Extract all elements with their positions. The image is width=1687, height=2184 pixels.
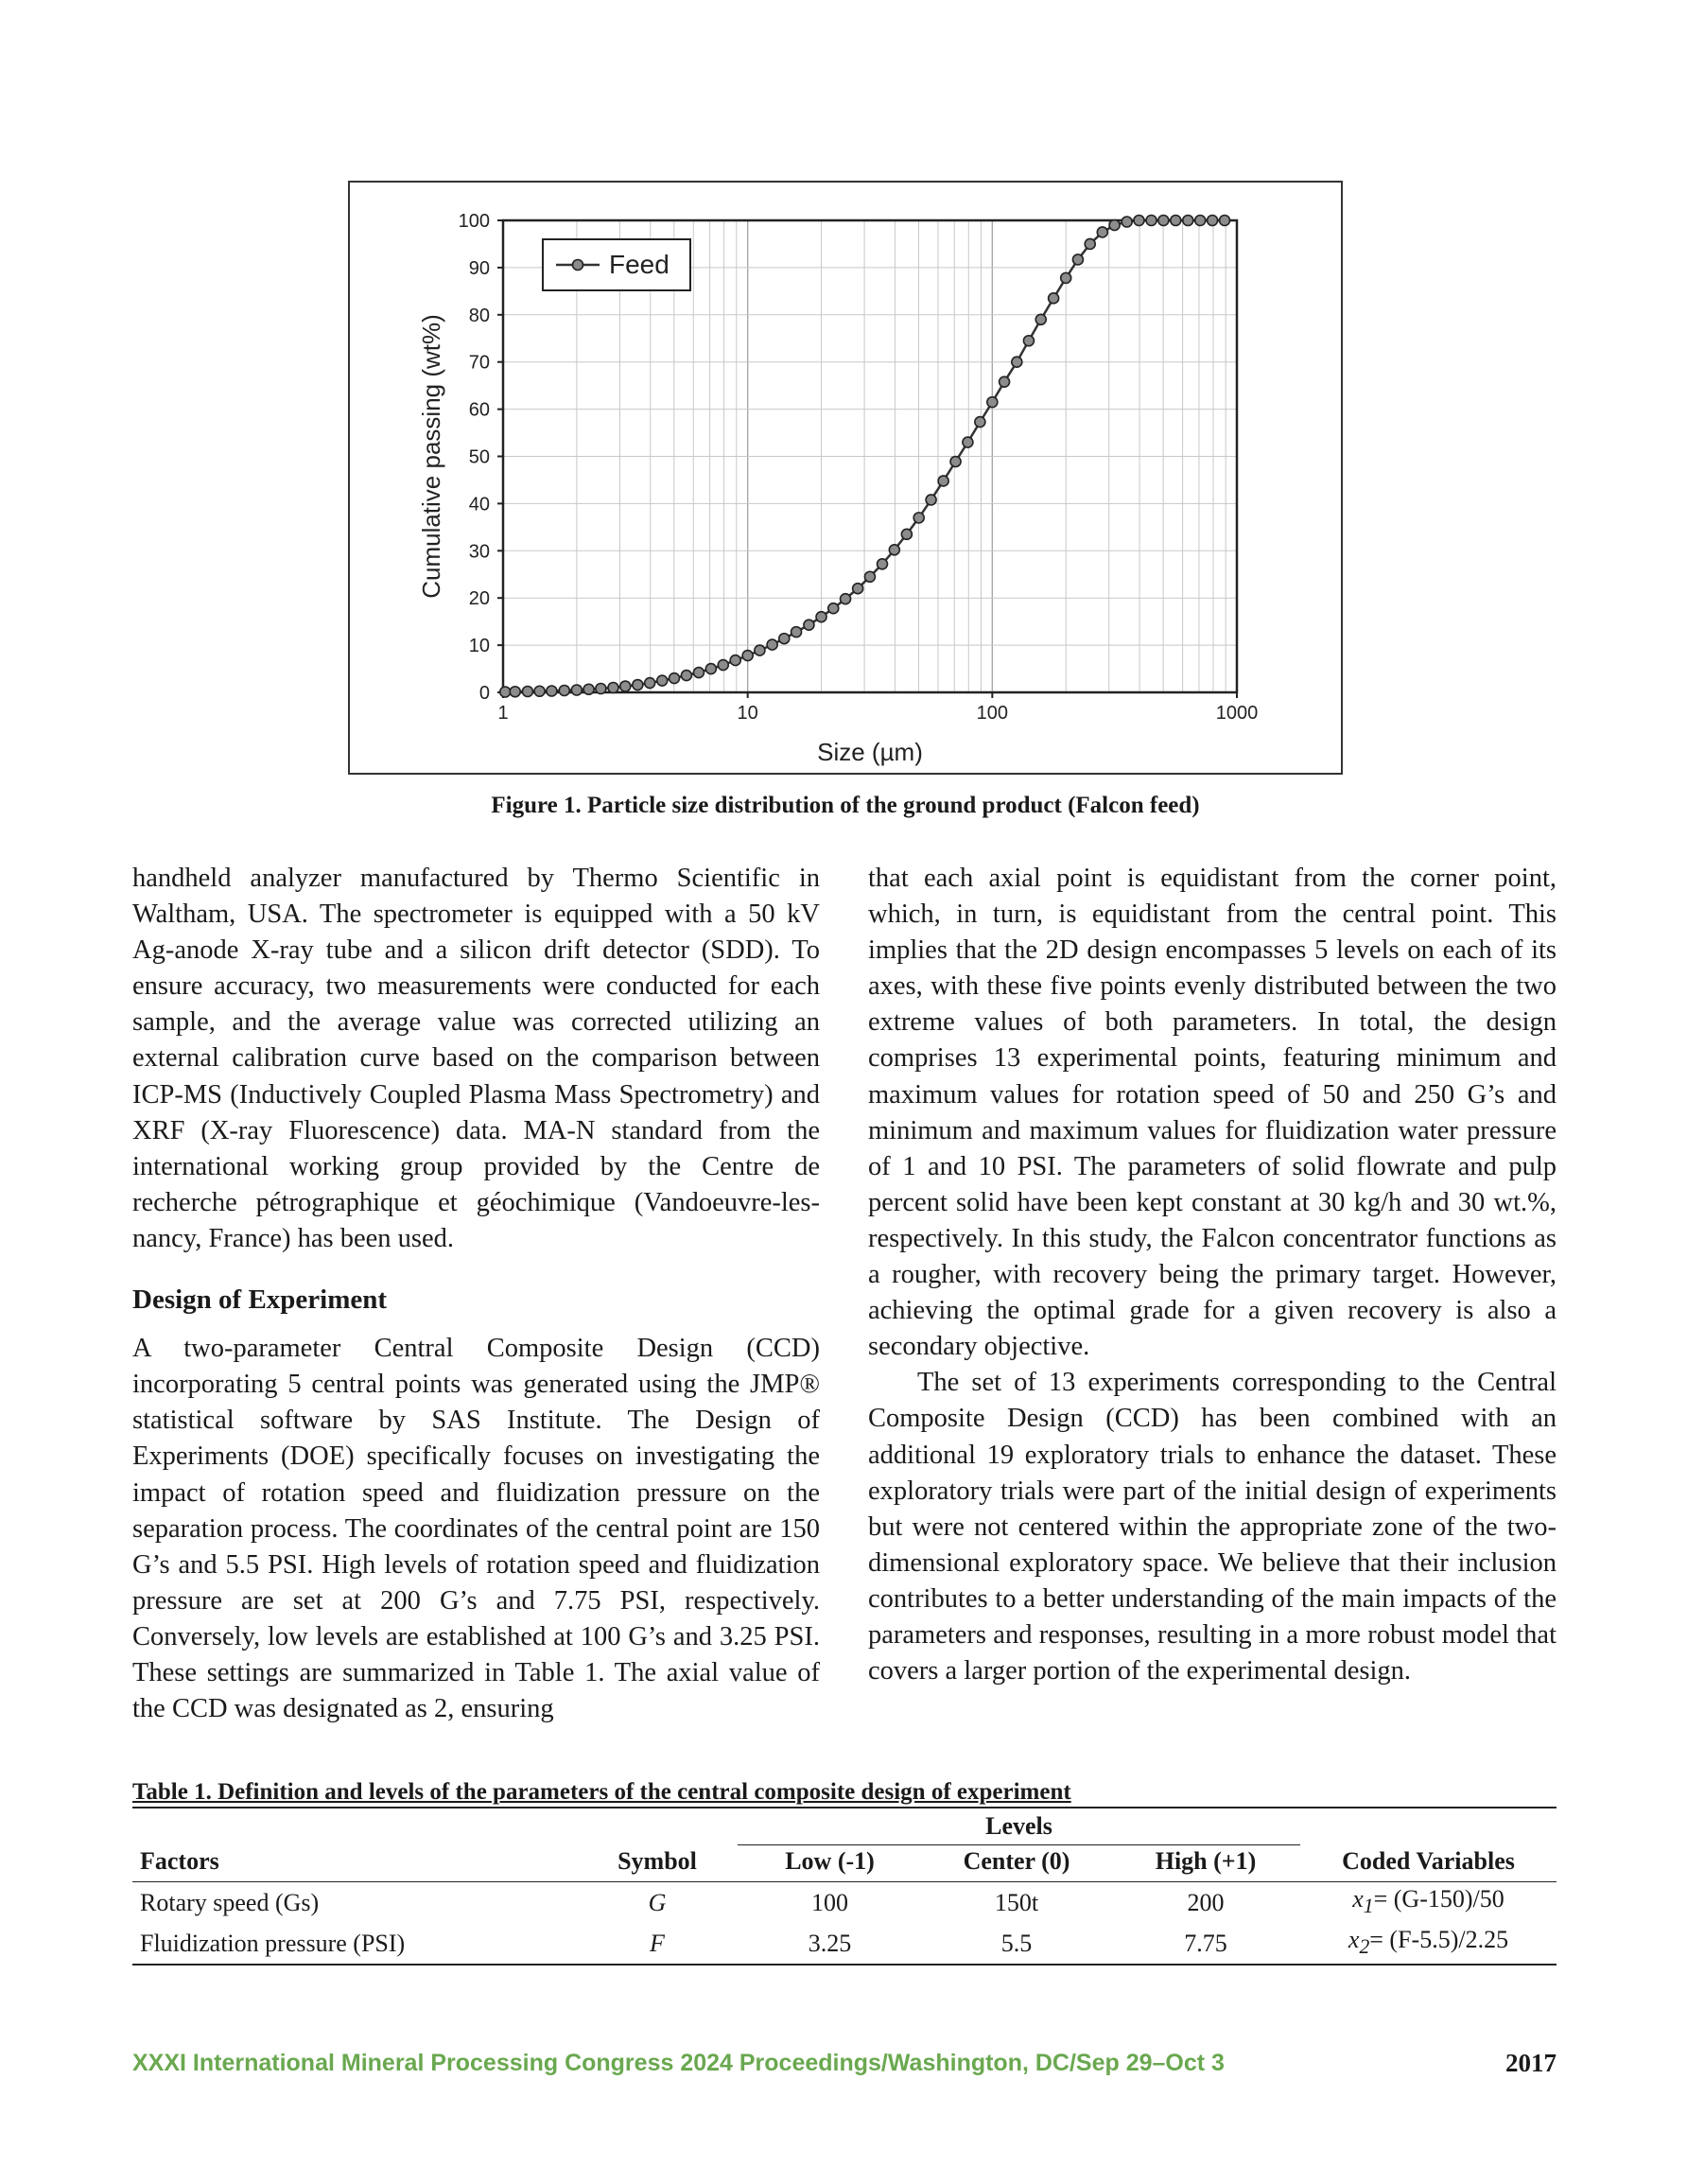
table-row <box>132 1882 1557 1924</box>
data-point <box>670 673 680 684</box>
data-point <box>975 417 985 428</box>
x-tick-label: 10 <box>737 703 758 724</box>
data-point <box>1195 216 1206 226</box>
y-tick-label: 90 <box>468 257 490 279</box>
section-heading: Design of Experiment <box>132 1284 388 1316</box>
data-point <box>767 639 777 650</box>
data-point <box>816 612 826 622</box>
y-tick-label: 30 <box>468 541 490 563</box>
data-point <box>547 686 557 696</box>
cell-low: 100 <box>811 1888 848 1916</box>
x-tick-label: 1000 <box>1215 703 1259 724</box>
data-point <box>571 685 582 695</box>
y-tick-label: 0 <box>478 683 490 704</box>
data-point <box>889 545 899 555</box>
legend-label: Feed <box>609 250 670 279</box>
table-caption: Table 1. Definition and levels of the parameters of the central composite design of experiment <box>132 1779 1071 1805</box>
x-axis-label: Size (µm) <box>817 738 923 766</box>
header-center: Center (0) <box>922 1845 1111 1882</box>
body-paragraph: handheld analyzer manufactured by Thermo Scientific in Waltham, USA. The spectrometer is equipped with a 50 kV Ag-anode X-ray tube and a silicon drift detector (SDD). To ensure accuracy, two measurements were conducted for each sample, and the average value was corrected utilizing an external calibration curve based on the comparison between ICP-MS (Inductively Coupled Plasma Mass Spectrometry) and XRF (X-ray Fluorescence) data. MA-N standard from the international working group provided by the Centre de recherche pétrographique et géochimique (Vandoeuvre-les-nancy, France) has been used. <box>132 864 820 1253</box>
data-point <box>987 397 998 408</box>
data-point <box>1208 216 1218 226</box>
y-tick-label: 80 <box>468 305 490 326</box>
cell-center: 150t <box>994 1888 1039 1916</box>
data-point <box>693 668 704 678</box>
data-point <box>657 675 668 686</box>
y-tick-label: 100 <box>458 211 490 232</box>
coded-variable-expression: = (F-5.5)/2.25 <box>1369 1926 1509 1954</box>
coded-variable-symbol: x <box>1348 1926 1360 1954</box>
coded-variable-expression: = (G-150)/50 <box>1373 1885 1504 1913</box>
data-point <box>705 664 716 674</box>
data-point <box>1000 376 1010 387</box>
data-point <box>926 495 936 505</box>
data-point <box>645 678 655 689</box>
chart-legend <box>543 239 690 290</box>
cell-high: 200 <box>1187 1888 1225 1916</box>
header-low: Low (-1) <box>738 1845 922 1882</box>
cell-coded-variable <box>1300 1923 1557 1965</box>
data-point <box>1061 272 1071 283</box>
cell-factor: Rotary speed (Gs) <box>140 1888 320 1916</box>
data-point <box>1097 227 1107 237</box>
cell-coded-variable <box>1300 1882 1557 1924</box>
header-factors: Factors <box>132 1845 577 1882</box>
data-point <box>913 513 924 523</box>
data-point <box>522 687 532 697</box>
page-number: 2017 <box>1505 2048 1557 2077</box>
table-row <box>132 1923 1557 1965</box>
y-tick-label: 20 <box>468 588 490 610</box>
table-1 <box>132 1778 1557 1966</box>
data-point <box>620 681 631 691</box>
data-point <box>755 645 765 655</box>
header-coded-variables: Coded Variables <box>1300 1845 1557 1882</box>
body-paragraph: A two-parameter Central Composite Design (CCD) incorporating 5 central points was generated using the JMP® statistical software by SAS Institute. The Design of Experiments (DOE) specifically focuses on investigating the impact of rotation speed and fluidization pressure on the separation process. The coordinates of the central point are 150 G’s and 5.5 PSI. High levels of rotation speed and fluidization pressure are set at 200 G’s and 7.75 PSI, respectively. Conversely, low levels are established at 100 G’s and 3.25 PSI. These settings are summarized in Table 1. The axial value of the CCD was designated as 2, ensuring <box>132 1334 820 1724</box>
data-point <box>1085 238 1095 249</box>
x-tick-label: 1 <box>497 703 509 724</box>
data-point <box>779 634 790 644</box>
cell-high: 7.75 <box>1184 1929 1227 1957</box>
data-point <box>633 680 643 690</box>
left-column <box>132 861 820 1727</box>
data-point <box>877 559 887 569</box>
data-point <box>1220 216 1230 226</box>
chart-axes <box>417 211 1258 766</box>
data-point <box>841 594 851 604</box>
y-tick-label: 10 <box>468 636 490 657</box>
coded-variable-subscript: 2 <box>1359 1935 1370 1959</box>
data-point <box>1183 216 1193 226</box>
cell-symbol: G <box>648 1888 667 1916</box>
cell-symbol: F <box>650 1929 665 1957</box>
data-point <box>1049 293 1059 304</box>
parameters-table <box>132 1807 1557 1966</box>
body-paragraph: The set of 13 experiments corresponding to the Central Composite Design (CCD) has been combined with an additional 19 exploratory trials to enhance the dataset. These exploratory trials were part of the initial design of experiments but were not centered within the appropriate zone of the two-dimensional exploratory space. We believe that their inclusion contributes to a better understanding of the main impacts of the parameters and responses, resulting in a more robust model that covers a larger portion of the experimental design. <box>868 1368 1557 1686</box>
data-point <box>864 571 875 582</box>
y-tick-label: 60 <box>468 399 490 421</box>
data-point <box>1109 219 1120 230</box>
y-tick-label: 70 <box>468 352 490 374</box>
data-point <box>901 529 912 539</box>
figure-caption: Figure 1. Particle size distribution of the ground product (Falcon feed) <box>491 793 1200 818</box>
body-paragraph: that each axial point is equidistant from the corner point, which, in turn, is equidistant from the central point. This implies that the 2D design encompasses 5 levels on each of its axes, with these five points evenly distributed between the two extreme values of both parameters. In total, the design comprises 13 experimental points, featuring minimum and maximum values for rotation speed of 50 and 250 G’s and minimum and maximum values for fluidization water pressure of 1 and 10 PSI. The parameters of solid flowrate and pulp percent solid have been kept constant at 30 kg/h and 30 wt.%, respectively. In this study, the Falcon concentrator functions as a rougher, with recovery being the primary target. However, achieving the optimal grade for a given recovery is also a secondary objective. <box>868 864 1557 1362</box>
data-point <box>559 686 569 696</box>
data-point <box>1035 314 1046 324</box>
data-point <box>938 476 948 486</box>
data-point <box>534 686 545 696</box>
data-point <box>718 660 728 671</box>
coded-variable-subscript: 1 <box>1363 1895 1374 1918</box>
data-point <box>583 684 594 694</box>
header-high: High (+1) <box>1111 1845 1300 1882</box>
data-point <box>510 687 520 697</box>
particle-size-chart <box>350 183 1341 773</box>
y-axis-label: Cumulative passing (wt%) <box>417 314 445 599</box>
data-point <box>1122 217 1132 227</box>
data-point <box>963 437 973 447</box>
data-point <box>1146 216 1157 226</box>
figure-frame <box>348 181 1343 775</box>
y-tick-label: 50 <box>468 446 490 468</box>
levels-header: Levels <box>738 1808 1300 1845</box>
data-point <box>742 651 753 661</box>
cell-low: 3.25 <box>808 1929 852 1957</box>
data-point <box>1023 336 1034 346</box>
data-point <box>730 655 740 666</box>
header-symbol: Symbol <box>577 1845 738 1882</box>
x-tick-label: 100 <box>976 703 1009 724</box>
data-point <box>608 683 618 693</box>
data-point <box>500 687 511 697</box>
footer-proceedings-text: XXXI International Mineral Processing Congress 2024 Proceedings/Washington, DC/Sep 29–Oct 3 <box>132 2049 1225 2076</box>
data-point <box>950 456 961 466</box>
right-column <box>868 861 1557 1689</box>
data-point <box>596 684 606 694</box>
data-point <box>804 620 814 630</box>
page-footer <box>132 2046 1557 2080</box>
legend-marker <box>573 260 583 271</box>
data-point <box>1012 357 1022 367</box>
data-point <box>853 584 863 594</box>
coded-variable-symbol: x <box>1352 1885 1364 1913</box>
cell-factor: Fluidization pressure (PSI) <box>140 1929 406 1957</box>
cell-center: 5.5 <box>1000 1929 1033 1957</box>
data-point <box>1072 254 1083 265</box>
data-point <box>828 603 839 614</box>
data-point <box>1158 216 1169 226</box>
data-point <box>791 627 802 638</box>
y-tick-label: 40 <box>468 494 490 515</box>
data-point <box>1134 216 1144 226</box>
data-point <box>681 671 691 681</box>
data-point <box>1171 216 1181 226</box>
